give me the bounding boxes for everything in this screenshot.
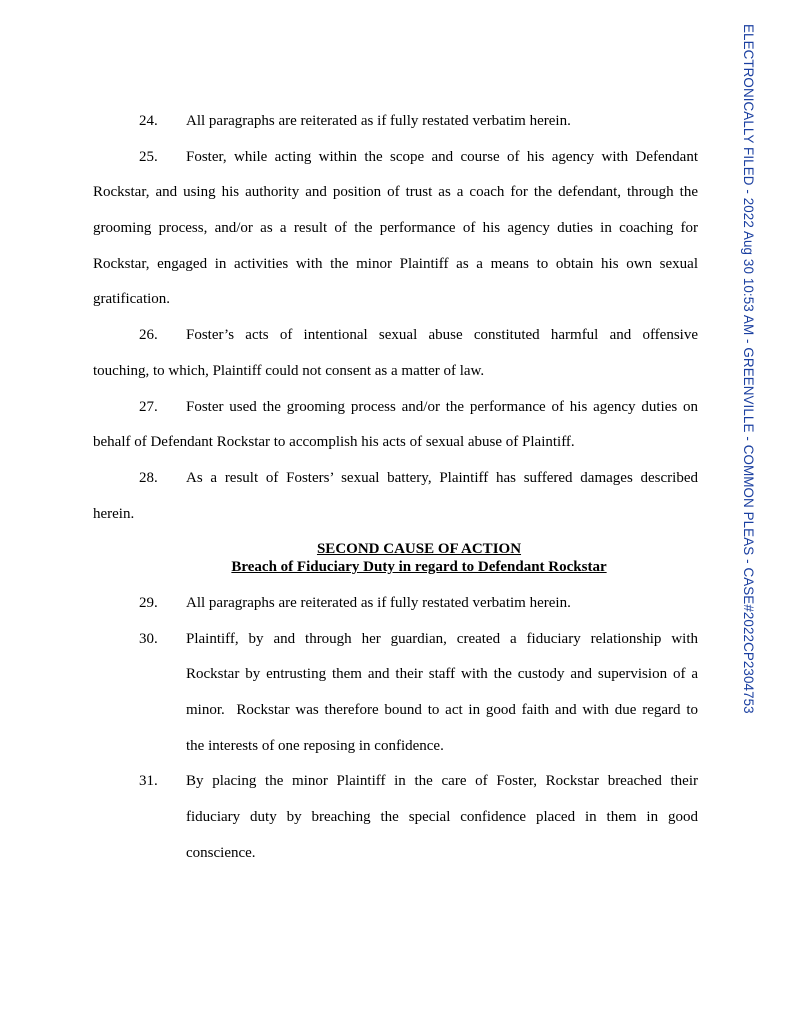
paragraph-27-number: 27. bbox=[139, 399, 158, 415]
paragraph-27-line-2: behalf of Defendant Rockstar to accomplish his acts of sexual abuse of Plaintiff. bbox=[93, 434, 575, 450]
paragraph-25-line-1: Foster, while acting within the scope and course of his agency with Defendant bbox=[186, 149, 698, 165]
filing-stamp-text: ELECTRONICALLY FILED - 2022 Aug 30 10:53 AM - GREENVILLE - COMMON PLEAS - CASE#2022CP2304753 bbox=[741, 24, 756, 714]
paragraph-26-line-1: Foster’s acts of intentional sexual abuse constituted harmful and offensive bbox=[186, 327, 698, 343]
paragraph-25-line-5: gratification. bbox=[93, 291, 171, 307]
paragraph-27-line-1: Foster used the grooming process and/or the performance of his agency duties on bbox=[186, 399, 698, 415]
paragraph-30-line-3: minor. Rockstar was therefore bound to act in good faith and with due regard to bbox=[186, 702, 698, 718]
paragraph-29-line-1: All paragraphs are reiterated as if fully restated verbatim herein. bbox=[186, 595, 571, 611]
paragraph-24-number: 24. bbox=[139, 113, 158, 129]
section-subtitle: Breach of Fiduciary Duty in regard to Defendant Rockstar bbox=[231, 559, 607, 575]
paragraph-26-number: 26. bbox=[139, 327, 158, 343]
paragraph-28-line-2: herein. bbox=[93, 506, 135, 522]
paragraph-30-line-1: Plaintiff, by and through her guardian, created a fiduciary relationship with bbox=[186, 631, 698, 647]
paragraph-30-line-4: the interests of one reposing in confidence. bbox=[186, 738, 444, 754]
paragraph-28-line-1: As a result of Fosters’ sexual battery, Plaintiff has suffered damages described bbox=[186, 470, 698, 486]
paragraph-30-line-2: Rockstar by entrusting them and their staff with the custody and supervision of a bbox=[186, 666, 698, 682]
paragraph-25-line-3: grooming process, and/or as a result of the performance of his agency duties in coaching for bbox=[93, 220, 698, 236]
paragraph-26-line-2: touching, to which, Plaintiff could not consent as a matter of law. bbox=[93, 363, 485, 379]
paragraph-25-line-4: Rockstar, engaged in activities with the minor Plaintiff as a means to obtain his own sexual bbox=[93, 256, 698, 272]
filing-stamp bbox=[738, 24, 762, 714]
section-title: SECOND CAUSE OF ACTION bbox=[316, 541, 522, 557]
paragraph-30-number: 30. bbox=[139, 631, 158, 647]
paragraph-28-number: 28. bbox=[139, 470, 158, 486]
paragraph-29-number: 29. bbox=[139, 595, 158, 611]
paragraph-31-line-1: By placing the minor Plaintiff in the care of Foster, Rockstar breached their bbox=[186, 773, 698, 789]
paragraph-31-line-3: conscience. bbox=[186, 845, 256, 861]
paragraph-25-number: 25. bbox=[139, 149, 158, 165]
paragraph-31-line-2: fiduciary duty by breaching the special confidence placed in them in good bbox=[186, 809, 698, 825]
paragraph-25-line-2: Rockstar, and using his authority and position of trust as a coach for the defendant, through the bbox=[93, 184, 698, 200]
paragraph-24-line-1: All paragraphs are reiterated as if fully restated verbatim herein. bbox=[186, 113, 571, 129]
paragraph-31-number: 31. bbox=[139, 773, 158, 789]
